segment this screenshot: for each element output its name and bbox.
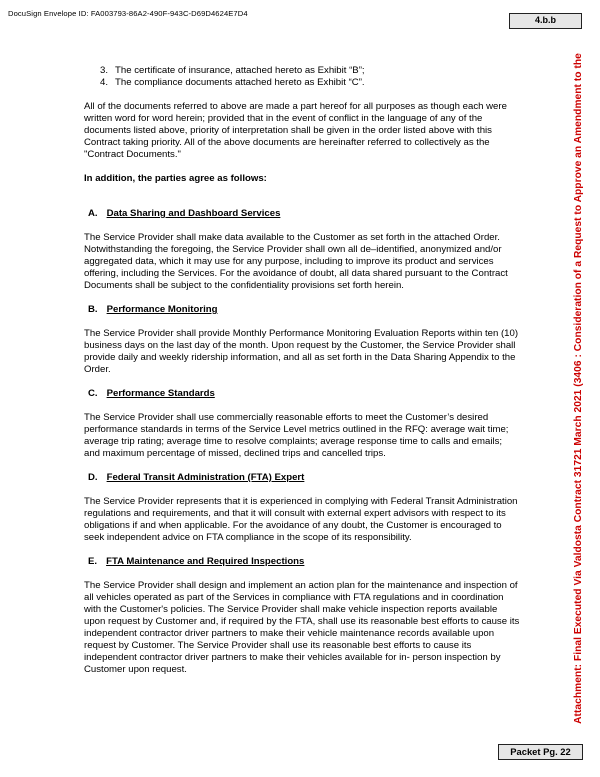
section-title: FTA Maintenance and Required Inspections	[106, 556, 305, 567]
section-heading-c	[88, 388, 520, 400]
list-item-text: The certificate of insurance, attached hereto as Exhibit “B”;	[115, 65, 365, 76]
section-body-e: The Service Provider shall design and implement an action plan for the maintenance and inspection of all vehicles operated as part of the Services in compliance with FTA regulations and in coordination with the Customer's policies. The Service Provider shall make vehicle inspection reports available upon request by Customer and, if required by the FTA, shall use its reasonable best efforts to cause its independent contractor driver partners to make their vehicle maintenance records available upon request by Customer. The Service Provider shall use its reasonable best efforts to cause its independent contractor driver partners to make their vehicles available for in- person inspection by Customer upon request.	[84, 580, 520, 675]
section-heading-a	[88, 208, 520, 220]
attachment-side-text: Attachment: Final Executed Via Valdosta Contract 31721 March 2021 (3406 : Consideration of a Request to Approve an Amendment to the	[572, 52, 584, 724]
attachment-side-label	[566, 53, 590, 723]
list-item-number: 4.	[100, 77, 109, 88]
section-title: Performance Monitoring	[106, 304, 218, 315]
agree-line: In addition, the parties agree as follows:	[84, 173, 267, 184]
list-item-text: The compliance documents attached hereto as Exhibit “C”.	[115, 77, 365, 88]
section-letter: C.	[88, 388, 98, 399]
section-letter: D.	[88, 472, 98, 483]
list-item-number: 3.	[100, 65, 109, 76]
section-heading-d	[88, 472, 520, 484]
document-body	[84, 65, 520, 676]
section-letter: B.	[88, 304, 98, 315]
section-letter: A.	[88, 208, 98, 219]
intro-paragraph: All of the documents referred to above are made a part hereof for all purposes as though each were written word for word herein; provided that in the event of conflict in the language of any of the documents listed above, priority of interpretation shall be given in the order listed above with this Contract taking priority. All of the above documents are hereinafter referred to collectively as the "Contract Documents."	[84, 101, 507, 160]
section-title: Performance Standards	[106, 388, 215, 399]
section-heading-b	[88, 304, 520, 316]
envelope-id: DocuSign Envelope ID: FA003793-86A2-490F-943C-D69D4624E7D4	[8, 9, 248, 18]
section-letter: E.	[88, 556, 98, 567]
section-body-b: The Service Provider shall provide Monthly Performance Monitoring Evaluation Reports within ten (10) business days on the last day of the month. Upon request by the Customer, the Service Provider shall provide daily and weekly ridership information, and all as set forth in the Data Sharing Appendix to the Order.	[84, 328, 519, 375]
section-heading-e	[88, 556, 520, 568]
list-item	[100, 77, 520, 89]
list-item	[100, 65, 520, 77]
packet-page-badge: Packet Pg. 22	[498, 744, 583, 760]
section-title: Data Sharing and Dashboard Services	[106, 208, 281, 219]
section-body-d: The Service Provider represents that it is experienced in complying with Federal Transit Administration regulations and requirements, and that it will consult with external expert advisors with respect to its obligations if and when applicable. For the avoidance of any doubt, the Customer is encouraged to seek independent advice on FTA compliance in the scope of its responsibility.	[84, 496, 518, 543]
exhibit-list	[100, 65, 520, 89]
section-body-c: The Service Provider shall use commercially reasonable efforts to meet the Customer’s desired performance standards in terms of the Service Level metrics outlined in the RFQ: average wait time; average trip rating; average time to resolve complaints; average response time to calls and emails; and maximum percentage of missed, declined trips and cancelled trips.	[84, 412, 509, 459]
section-title: Federal Transit Administration (FTA) Expert	[106, 472, 305, 483]
section-body-a: The Service Provider shall make data available to the Customer as set forth in the attached Order. Notwithstanding the foregoing, the Service Provider shall own all de–identified, anonymized and/or aggregated data, which it may use for any purpose, including to improve its product and services offering, including the Services. For the avoidance of doubt, all data shared pursuant to the Contract Documents shall be subject to the confidentiality provisions set forth herein.	[84, 232, 508, 291]
agenda-tag-badge: 4.b.b	[509, 13, 582, 29]
